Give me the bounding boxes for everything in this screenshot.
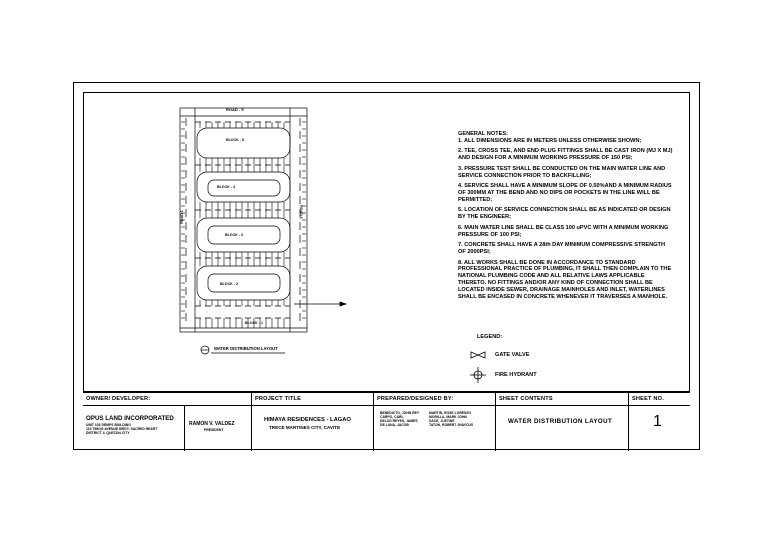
block-4-label: BLOCK - 4 xyxy=(217,185,235,189)
road-left-label: ROAD 1 xyxy=(179,210,184,224)
note-item: 8. ALL WORKS SHALL BE DONE IN ACCORDANCE TO STANDARD PROFESSIONAL PRACTICE OF PLUMBING, IT SHALL THEN COMPLAIN TO THE NATIONAL PLUMBING CODE AND ALL RELATIVE LAWS APPLICABLE THERETO. NO FITTINGS AND/OR ANY KIND OF CONNECTION SHALL BE LOCATED INSIDE SEWER, DRAINAGE MAINHOLES AND INLET, WATERLINES SHALL BE ENCASED IN CONCRETE WHENEVER IT TRAVERSES A MANHOLE. xyxy=(458,259,672,301)
block-3-label: BLOCK - 3 xyxy=(225,233,243,237)
block-2-label: BLOCK - 2 xyxy=(220,282,238,286)
owner-cell xyxy=(83,393,252,451)
general-notes-heading: GENERAL NOTES: xyxy=(458,131,508,137)
project-cell xyxy=(252,393,374,451)
president-name: RAMON V. VALDEZ xyxy=(189,421,235,427)
road-right-label: ROAD 6 xyxy=(298,205,303,219)
note-item: 6. MAIN WATER LINE SHALL BE CLASS 100 uPVC WITH A MINIMUM WORKING PRESSURE OF 100 PSI; xyxy=(458,224,669,238)
project-header: PROJECT TITLE xyxy=(255,396,302,402)
sheet-number: 1 xyxy=(653,413,662,430)
owner-address-line: UNIT 103 DEMPS BUILDING xyxy=(86,423,131,427)
designers-col-2 xyxy=(429,411,473,427)
legend-item-gate-valve xyxy=(470,351,530,359)
note-item: 5. LOCATION OF SERVICE CONNECTION SHALL BE AS INDICATED OR DESIGN BY THE ENGINEER; xyxy=(458,207,671,221)
road-top-label: ROAD - 5 xyxy=(226,107,244,112)
designer-name: TATON, ROBERT JHAYCUS xyxy=(429,423,474,428)
note-item: 1. ALL DIMENSIONS ARE IN METERS UNLESS OTHERWISE SHOWN; xyxy=(458,137,642,144)
prepared-cell xyxy=(374,393,496,451)
owner-address-line: 115 TIMOG AVENUE BRGY. SACRED HEART xyxy=(86,427,158,432)
owner-address-line: DISTRICT 4, QUEZON CITY xyxy=(86,431,130,436)
project-location: TRECE MARTINES CITY, CAVITE xyxy=(269,425,341,430)
fire-hydrant-icon xyxy=(470,367,486,383)
legend-title: LEGEND: xyxy=(477,334,503,340)
title-block xyxy=(83,392,690,450)
prepared-header: PREPARED/DESIGNED BY: xyxy=(377,396,454,402)
note-item: 3. PRESSURE TEST SHALL BE CONDUCTED ON THE MAIN WATER LINE AND SERVICE CONNECTION PRIOR TO BACKFILLING; xyxy=(458,165,666,179)
contents-header: SHEET CONTENTS xyxy=(499,396,553,402)
designer-name: DELOS REYES, JAMES xyxy=(380,419,418,424)
note-item: 7. CONCRETE SHALL HAVE A 28th DAY MINIMUM COMPRESSIVE STRENGTH OF 2000PSI; xyxy=(458,242,665,256)
owner-address xyxy=(86,423,157,435)
block-5-label: BLOCK - 5 xyxy=(226,138,244,142)
designer-name: DE LUNA, JACOB xyxy=(380,423,409,428)
owner-name: OPUS LAND INCORPORATED xyxy=(86,415,174,422)
project-name: HIMAYA RESIDENCES - LAGAO xyxy=(264,417,351,423)
designer-name: CARPO, CARL xyxy=(380,415,404,420)
gate-valve-icon xyxy=(470,351,486,359)
designers-col-1 xyxy=(380,411,419,427)
designer-name: SACE, JUSTINE xyxy=(429,419,455,424)
owner-header: OWNER/ DEVELOPER: xyxy=(86,396,151,402)
designer-name: MARTIN, ROSE LORENZO xyxy=(429,411,472,415)
note-item: 2. TEE, CROSS TEE, AND END PLUG FITTINGS SHALL BE CAST IRON (MJ X MJ) AND DESIGN FOR A MINIMUM WORKING PRESSURE OF 150 PSI; xyxy=(458,148,673,162)
legend-label: FIRE HYDRANT xyxy=(495,372,537,378)
contents-cell xyxy=(496,393,629,451)
general-notes xyxy=(458,131,673,305)
president-title: PRESIDENT xyxy=(204,428,224,432)
legend-item-fire-hydrant xyxy=(470,367,537,383)
legend-label: GATE VALVE xyxy=(495,352,530,358)
drawing-caption: WATER DISTRIBUTION LAYOUT xyxy=(214,346,278,351)
designer-name: MORILLA, MARK JOHN xyxy=(429,415,467,420)
designer-name: BENEDICTO, JOHN REY xyxy=(380,411,420,415)
note-item: 4. SERVICE SHALL HAVE A MINIMUM SLOPE OF 0.50%AND A MINIMUM RADIUS OF 300MM AT THE BEND AND NO DIPS OR POCKETS IN THE LINE WILL BE PERMITTED; xyxy=(458,183,672,204)
sheet-number-cell xyxy=(629,393,690,451)
sheet-number-header: SHEET NO. xyxy=(632,396,664,402)
sheet-contents: WATER DISTRIBUTION LAYOUT xyxy=(508,418,613,425)
block-1-label: BLOCK - 1 xyxy=(245,321,263,325)
